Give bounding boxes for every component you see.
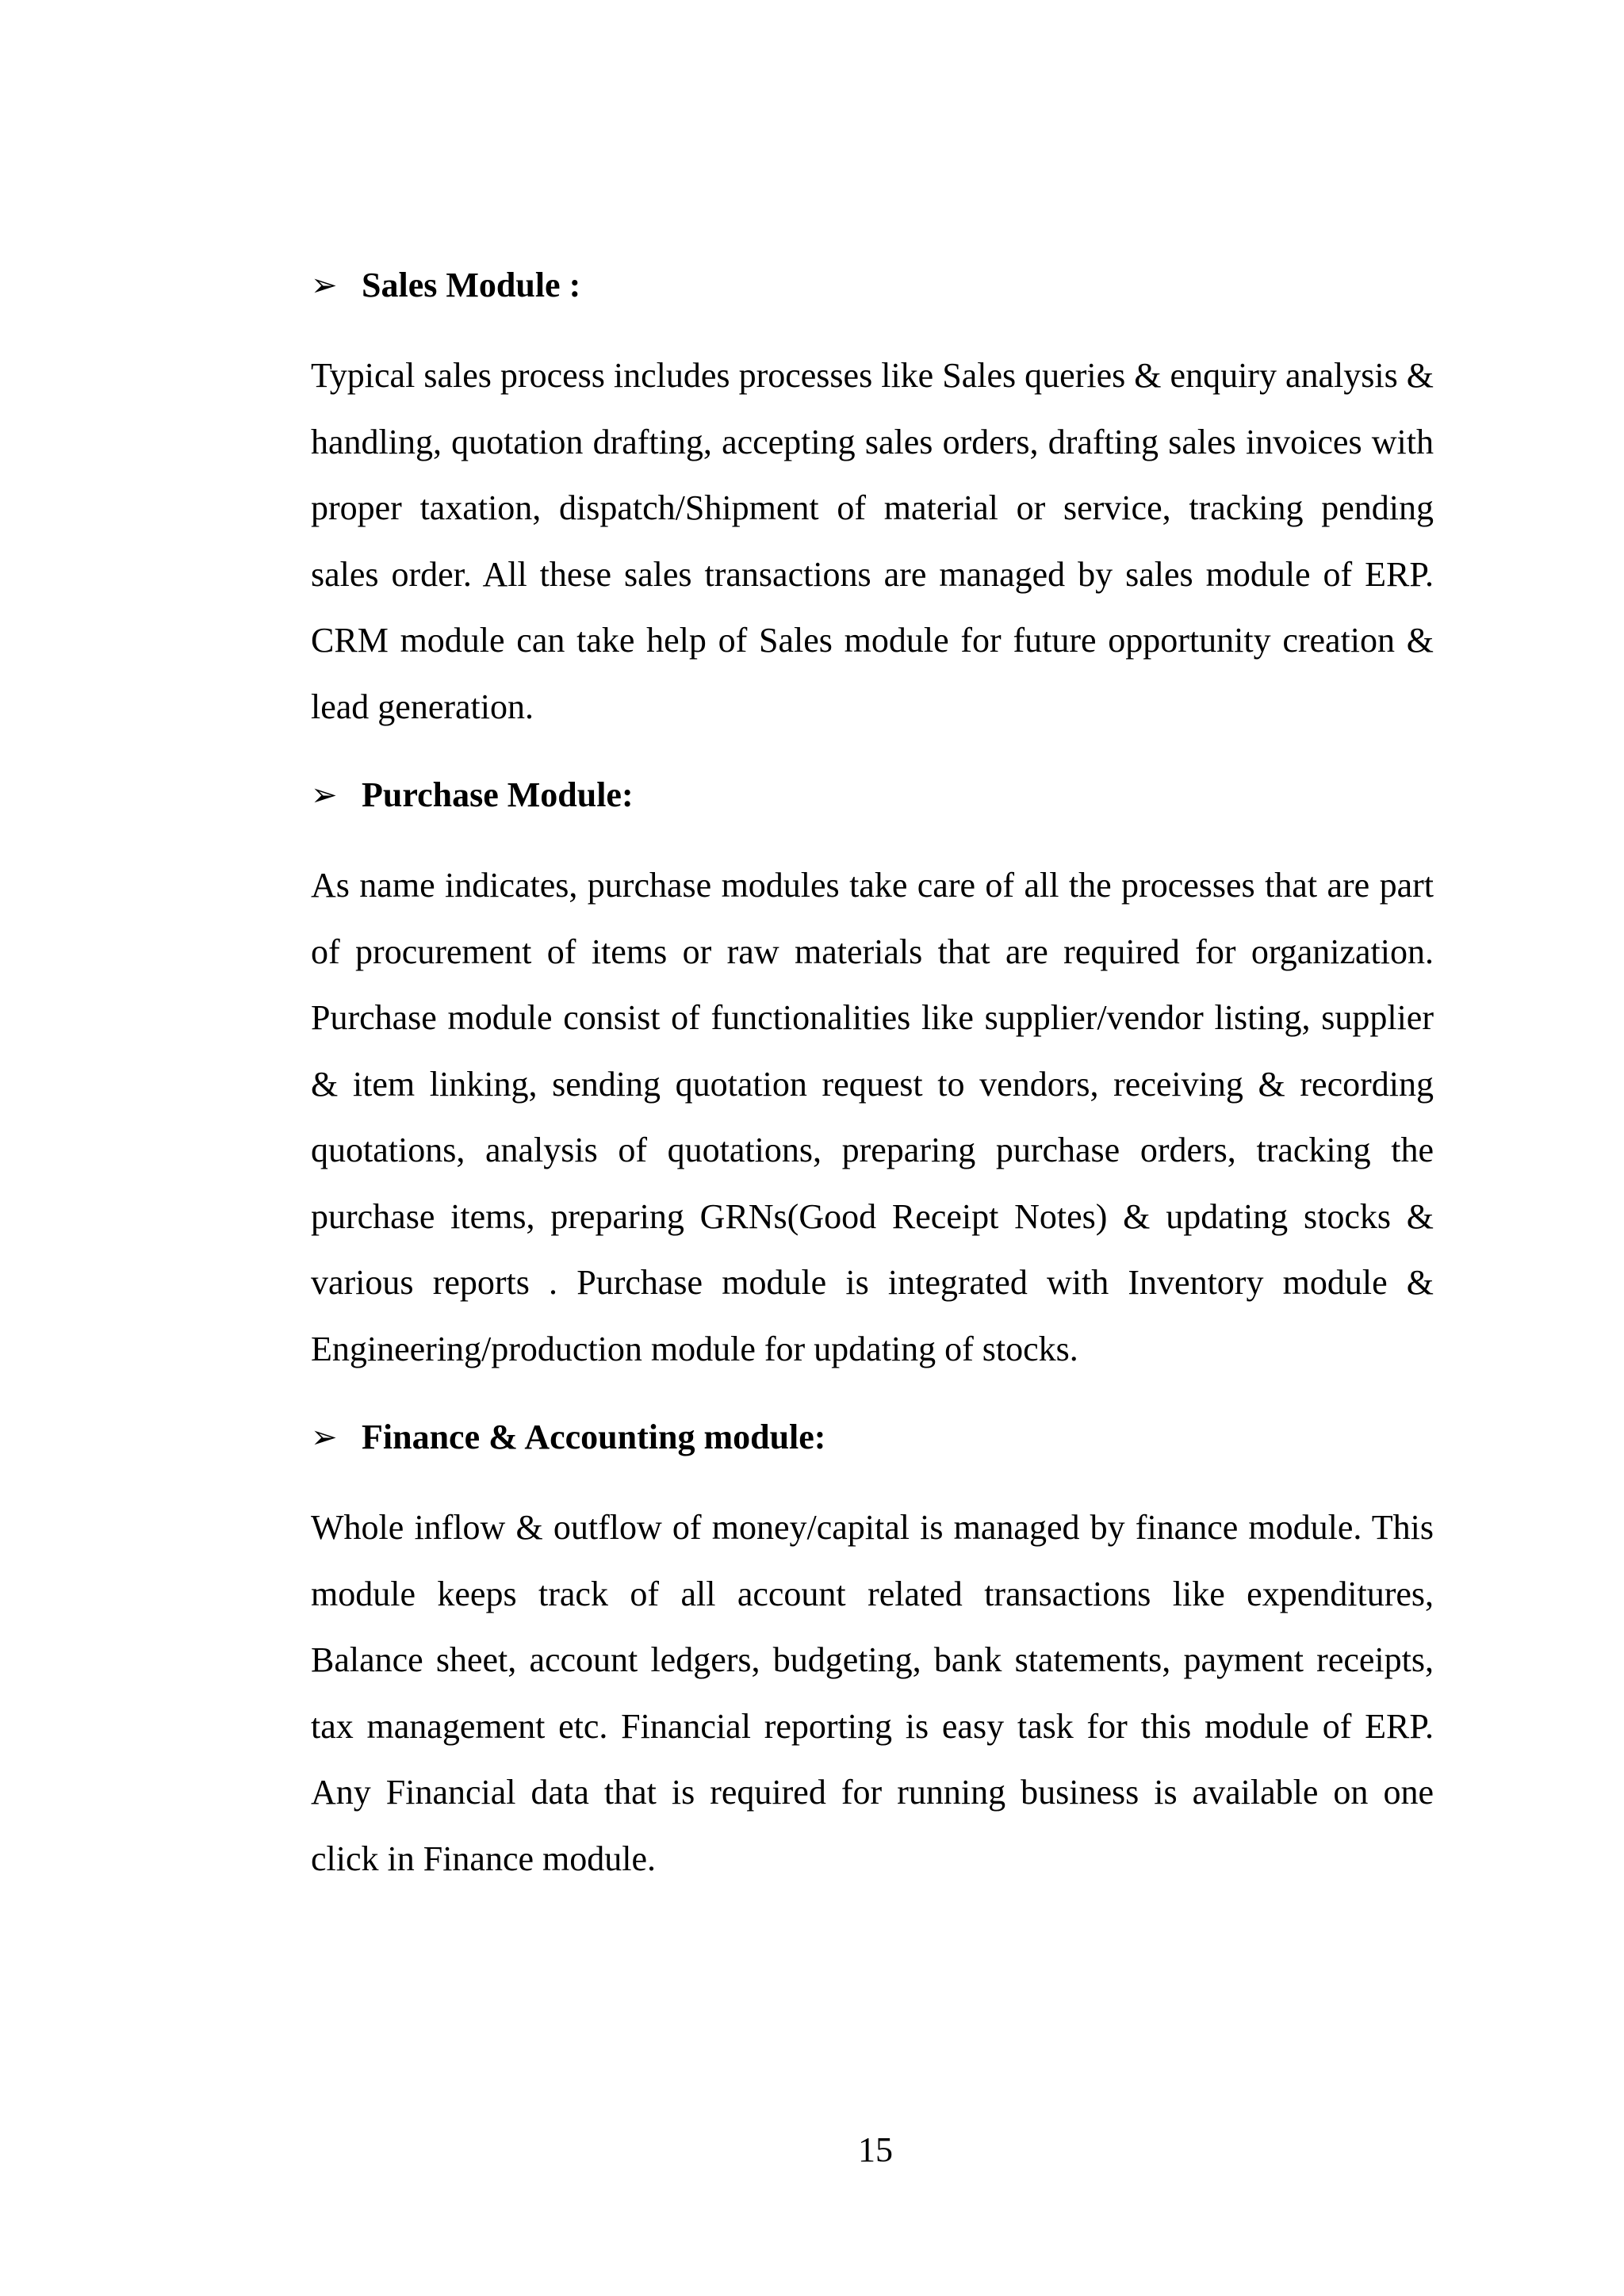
- section-heading-text: Finance & Accounting module:: [362, 1418, 826, 1456]
- section-heading: [311, 770, 1434, 821]
- section-heading: [311, 260, 1434, 311]
- page-content: [311, 260, 1434, 1892]
- section-heading-text: Sales Module :: [362, 266, 581, 304]
- section-paragraph: As name indicates, purchase modules take care of all the processes that are part of procurement of items or raw materials that are required for organization. Purchase module consist of functionalities like supplier/vendor listing, supplier & item linking, sending quotation request to vendors, receiving & recording quotations, analysis of quotations, preparing purchase orders, tracking the purchase items, preparing GRNs(Good Receipt Notes) & updating stocks & various reports . Purchase module is integrated with Inventory module & Engineering/production module for updating of stocks.: [311, 866, 1434, 1368]
- arrow-bullet-icon: ➢: [311, 267, 338, 303]
- page-number: 15: [858, 2130, 893, 2169]
- section-heading-text: Purchase Module:: [362, 775, 634, 814]
- section-sales-module: [311, 260, 1434, 740]
- section-paragraph: Typical sales process includes processes like Sales queries & enquiry analysis & handling, quotation drafting, accepting sales orders, drafting sales invoices with proper taxation, dispatch/Shipment of material or service, tracking pending sales order. All these sales transactions are managed by sales module of ERP. CRM module can take help of Sales module for future opportunity creation & lead generation.: [311, 356, 1434, 726]
- arrow-bullet-icon: ➢: [311, 1419, 338, 1455]
- section-finance-module: [311, 1412, 1434, 1892]
- section-heading: [311, 1412, 1434, 1463]
- section-paragraph: Whole inflow & outflow of money/capital is managed by finance module. This module keeps track of all account related transactions like expenditures, Balance sheet, account ledgers, budgeting, bank statements, payment receipts, tax management etc. Financial reporting is easy task for this module of ERP. Any Financial data that is required for running business is available on one click in Finance module.: [311, 1508, 1434, 1878]
- section-purchase-module: [311, 770, 1434, 1382]
- arrow-bullet-icon: ➢: [311, 777, 338, 813]
